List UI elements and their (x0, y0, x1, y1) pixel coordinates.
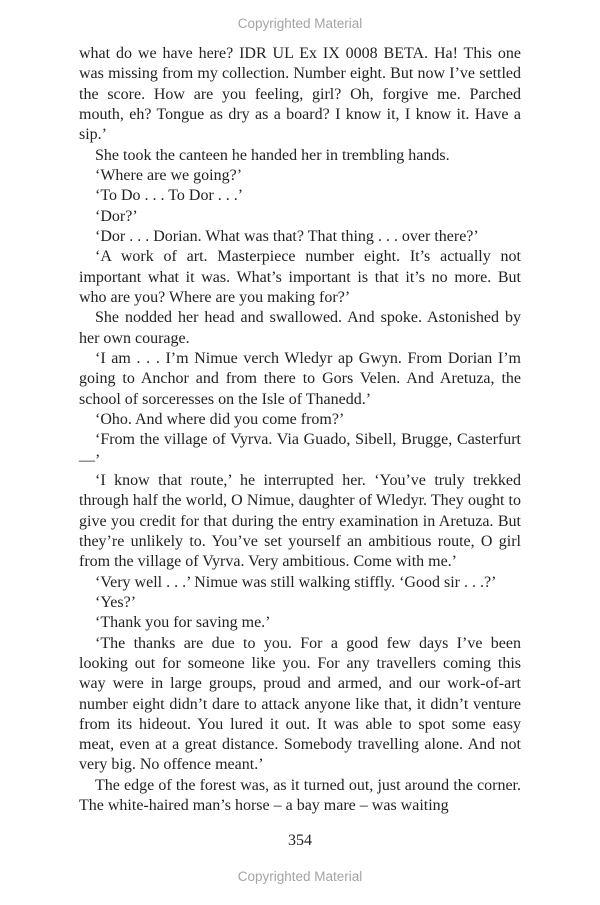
paragraph: ‘I am . . . I’m Nimue verch Wledyr ap Gwyn. From Dorian I’m going to Anchor and from there to Gors Velen. And Aretuza, the school of sorceresses on the Isle of Thanedd.’ (79, 349, 521, 408)
paragraph: The edge of the forest was, as it turned out, just around the corner. The white-haired man’s horse – a bay mare – was waiting (79, 776, 521, 815)
paragraph: ‘A work of art. Masterpiece number eight. It’s actually not important what it was. What’s important is that it’s no more. But who are you? Where are you making for?’ (79, 248, 521, 306)
paragraph: ‘Very well . . .’ Nimue was still walking stiffly. ‘Good sir . . .?’ (95, 573, 497, 591)
paragraph: ‘The thanks are due to you. For a good few days I’ve been looking out for someone like you. For any travellers coming this way were in large groups, proud and armed, and our work-of-art number eight didn’t dare to attack anyone like that, it didn’t venture from its hideout. You lured it out. It was able to spot some easy meat, even at a great distance. Somebody travelling alone. And not very big. No offence meant.’ (79, 634, 521, 774)
paragraph: ‘Thank you for saving me.’ (95, 614, 271, 632)
body-text (79, 44, 521, 816)
paragraph: ‘Oho. And where did you come from?’ (95, 410, 345, 428)
paragraph: ‘Dor?’ (95, 207, 138, 225)
paragraph: ‘To Do . . . To Dor . . .’ (95, 187, 244, 205)
paragraph: ‘Where are we going?’ (95, 166, 243, 184)
paragraph: She nodded her head and swallowed. And spoke. Astonished by her own courage. (79, 309, 521, 347)
paragraph: ‘I know that route,’ he interrupted her. ‘You’ve truly trekked through half the world, O Nimue, daughter of Wledyr. They ought to give you credit for that during the entry examination in Aretuza. But they’re unlikely to. You’ve set yourself an ambitious route, O girl from the village of Vyrva. Very ambitious. Come with me.’ (79, 471, 521, 571)
paragraph: ‘Dor . . . Dorian. What was that? That thing . . . over there?’ (95, 227, 479, 245)
paragraph: She took the canteen he handed her in trembling hands. (95, 146, 450, 164)
copyright-watermark-bottom: Copyrighted Material (237, 869, 363, 884)
paragraph: ‘Yes?’ (95, 593, 137, 611)
paragraph: what do we have here? IDR UL Ex IX 0008 BETA. Ha! This one was missing from my collection. Number eight. But now I’ve settled the score. How are you feeling, girl? Oh, forgive me. Parched mouth, eh? Tongue as dry as a board? I know it, I know it. Have a sip.’ (79, 45, 521, 144)
paragraph: ‘From the village of Vyrva. Via Guado, Sibell, Brugge, Casterfurt—’ (79, 431, 521, 469)
page-number: 354 (288, 832, 312, 849)
copyright-watermark-top: Copyrighted Material (237, 16, 363, 31)
